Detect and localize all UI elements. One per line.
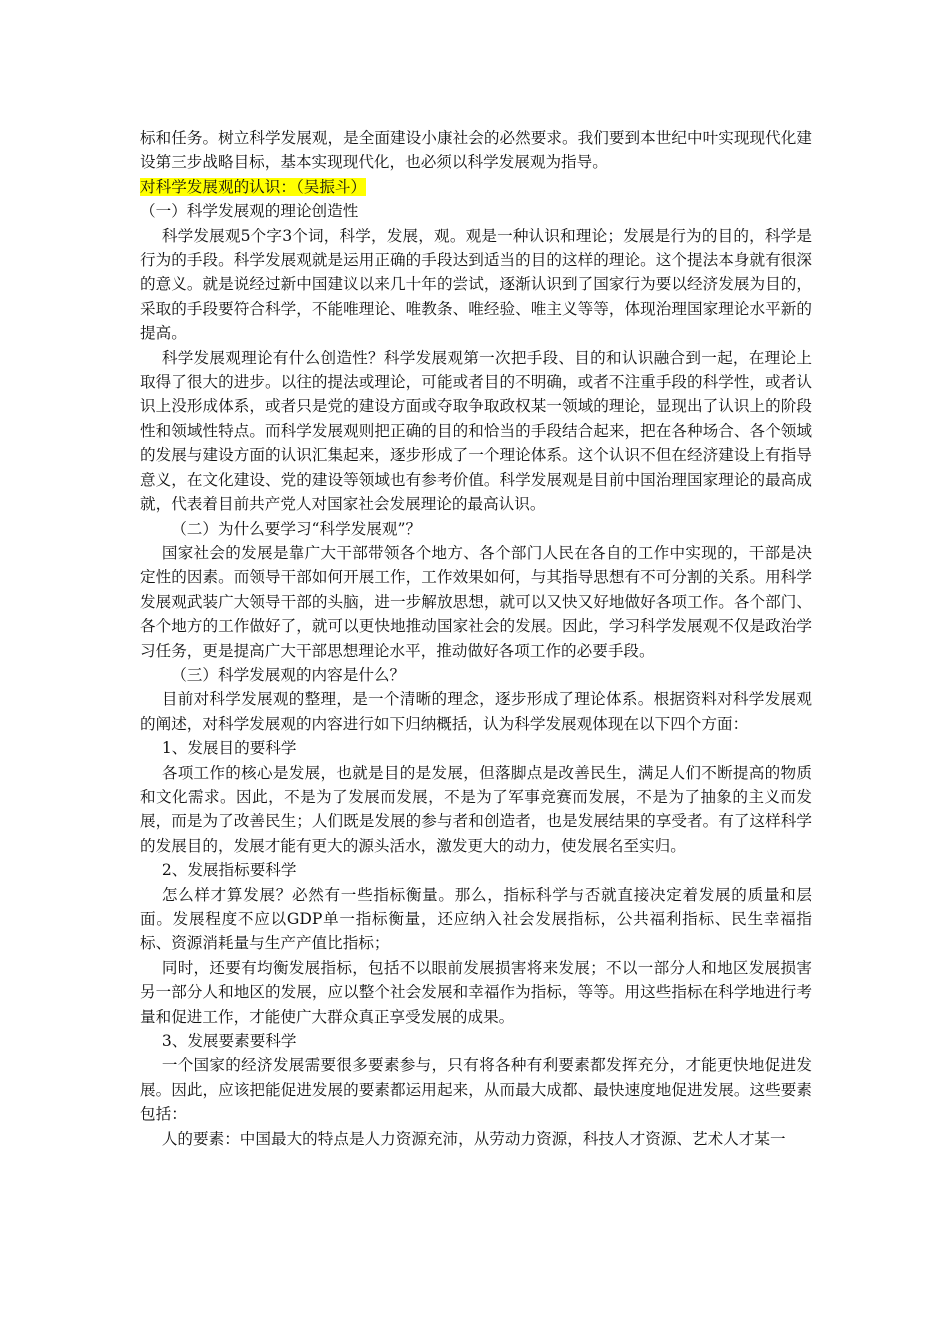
section-heading-3: （三）科学发展观的内容是什么？ (171, 665, 406, 684)
point-2-paragraph-1: 怎么样才算发展？必然有一些指标衡量。那么，指标科学与否就直接决定着发展的质量和层面。发展程度不应以GDP单一指标衡量，还应纳入社会发展指标，公共福利指标、民生幸福指标、资源消耗量与生产产值比指标； (140, 885, 812, 953)
point-3-paragraph-2: 人的要素：中国最大的特点是人力资源充沛，从劳动力资源，科技人才资源、艺术人才某一 (161, 1129, 786, 1148)
point-1-paragraph-1: 各项工作的核心是发展，也就是目的是发展，但落脚点是改善民生，满足人们不断提高的物质和文化需求。因此，不是为了发展而发展，不是为了军事竞赛而发展，不是为了抽象的主义而发展，而是为了改善民生；人们既是发展的参与者和创造者，也是发展结果的享受者。有了这样科学的发展目的，发展才能有更大的源头活水，激发更大的动力，使发展名至实归。 (140, 763, 812, 855)
point-2-paragraph-2: 同时，还要有均衡发展指标，包括不以眼前发展损害将来发展；不以一部分人和地区发展损害另一部分人和地区的发展，应以整个社会发展和幸福作为指标，等等。用这些指标在科学地进行考量和促进工作，才能使广大群众真正享受发展的成果。 (140, 958, 812, 1026)
highlighted-heading (140, 175, 812, 199)
point-3-paragraph-1: 一个国家的经济发展需要很多要素参与，只有将各种有利要素都发挥充分，才能更快地促进发展。因此，应该把能促进发展的要素都运用起来，从而最大成都、最快速度地促进发展。这些要素包括： (140, 1056, 812, 1124)
highlighted-heading-text: 对科学发展观的认识：（吴振斗） (140, 177, 367, 196)
intro-paragraph: 标和任务。树立科学发展观，是全面建设小康社会的必然要求。我们要到本世纪中叶实现现代化建设第三步战略目标，基本实现现代化，也必须以科学发展观为指导。 (140, 129, 812, 172)
section3-intro: 目前对科学发展观的整理，是一个清晰的理念，逐步形成了理论体系。根据资料对科学发展观的阐述，对科学发展观的内容进行如下归纳概括，认为科学发展观体现在以下四个方面： (140, 690, 812, 733)
point-2-title: 2、发展指标要科学 (161, 861, 297, 880)
section-heading-1: （一）科学发展观的理论创造性 (140, 202, 359, 221)
document-page (140, 126, 812, 1151)
point-3-title: 3、发展要素要科学 (161, 1032, 297, 1051)
point-1-title: 1、发展目的要科学 (161, 739, 297, 758)
section-heading-2: （二）为什么要学习“科学发展观”？ (171, 519, 422, 538)
section1-paragraph-1: 科学发展观5个字3个词，科学，发展，观。观是一种认识和理论；发展是行为的目的，科学是行为的手段。科学发展观就是运用正确的手段达到适当的目的这样的理论。这个提法本身就有很深的意义。就是说经过新中国建议以来几十年的尝试，逐渐认识到了国家行为要以经济发展为目的，采取的手段要符合科学，不能唯理论、唯教条、唯经验、唯主义等等，体现治理国家理论水平新的提高。 (140, 226, 812, 343)
section2-paragraph-1: 国家社会的发展是靠广大干部带领各个地方、各个部门人民在各自的工作中实现的，干部是决定性的因素。而领导干部如何开展工作，工作效果如何，与其指导思想有不可分割的关系。用科学发展观武装广大领导干部的头脑，进一步解放思想，就可以又快又好地做好各项工作。各个部门、各个地方的工作做好了，就可以更快地推动国家社会的发展。因此，学习科学发展观不仅是政治学习任务，更是提高广大干部思想理论水平，推动做好各项工作的必要手段。 (140, 543, 812, 660)
section1-paragraph-2: 科学发展观理论有什么创造性？科学发展观第一次把手段、目的和认识融合到一起，在理论上取得了很大的进步。以往的提法或理论，可能或者目的不明确，或者不注重手段的科学性，或者认识上没形成体系，或者只是党的建设方面或夺取争取政权某一领域的理论，显现出了认识上的阶段性和领域性特点。而科学发展观则把正确的目的和恰当的手段结合起来，把在各种场合、各个领域的发展与建设方面的认识汇集起来，逐步形成了一个理论体系。这个认识不但在经济建设上有指导意义，在文化建设、党的建设等领域也有参考价值。科学发展观是目前中国治理国家理论的最高成就，代表着目前共产党人对国家社会发展理论的最高认识。 (140, 348, 812, 514)
